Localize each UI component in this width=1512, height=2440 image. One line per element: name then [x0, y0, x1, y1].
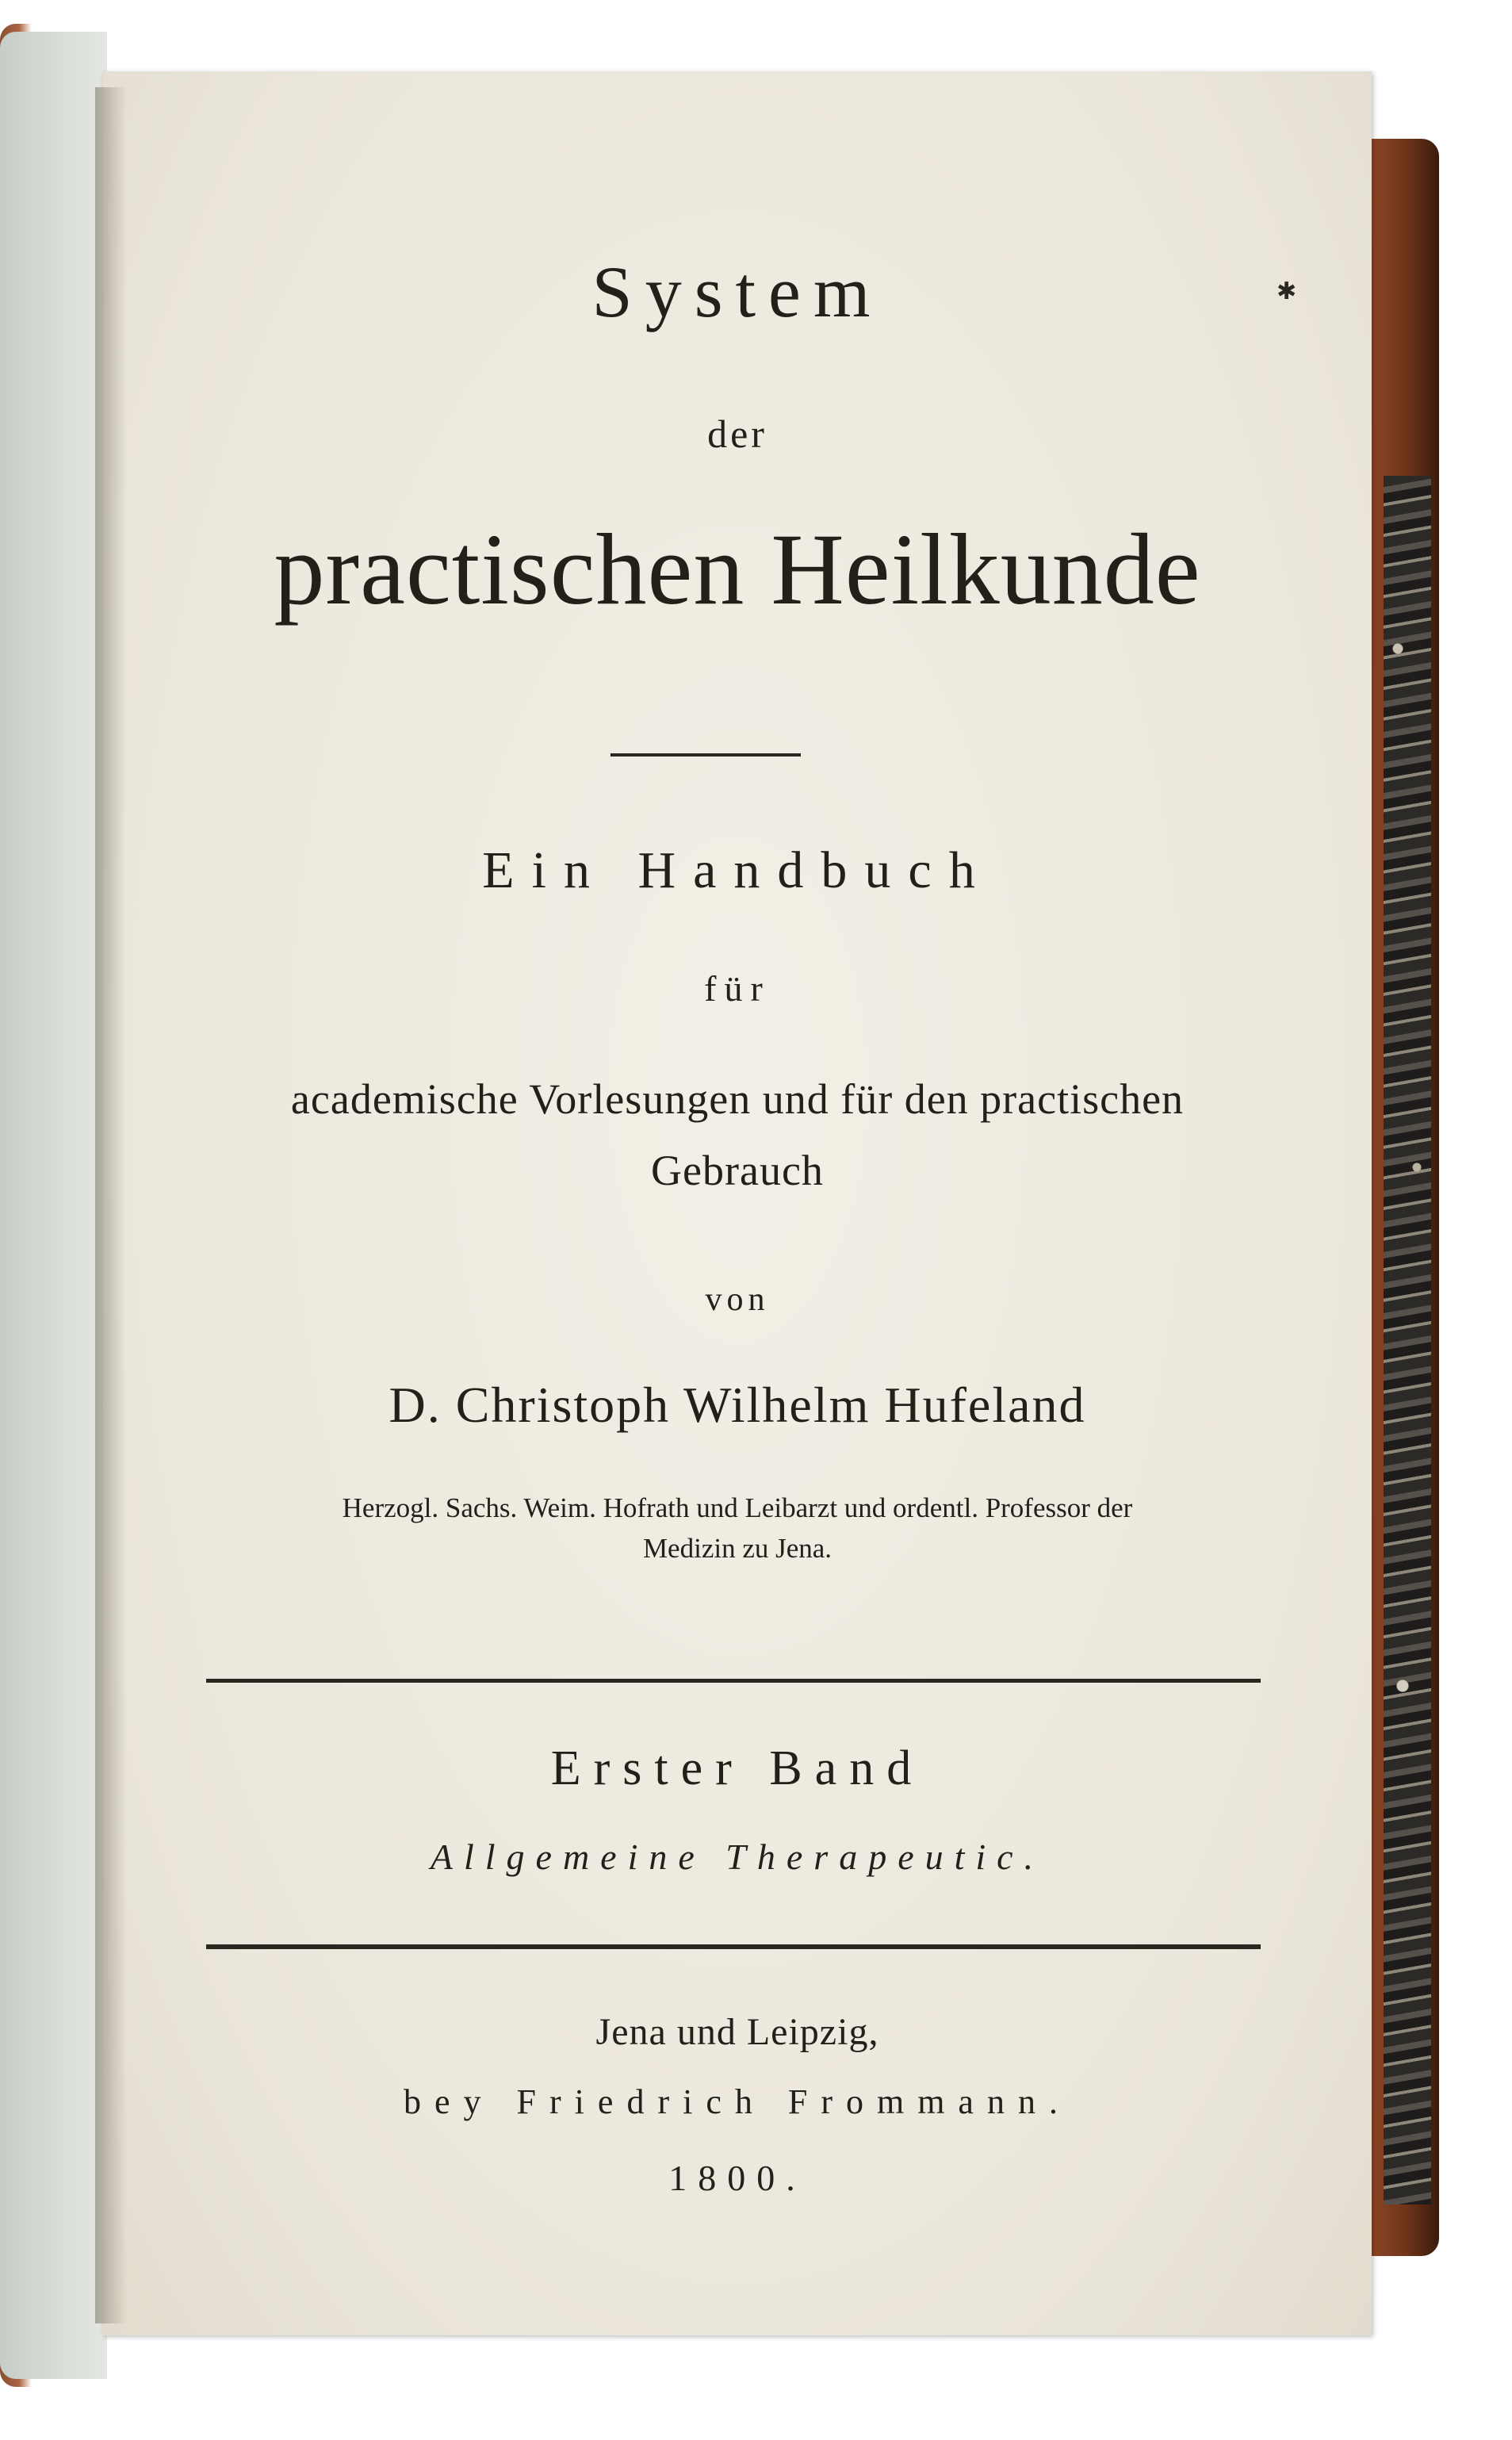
- title-system: System: [591, 251, 883, 332]
- endpaper-left-page: [0, 32, 107, 2379]
- subtitle-handbuch: Ein Handbuch: [482, 841, 993, 899]
- author-name: D. Christoph Wilhelm Hufeland: [389, 1377, 1086, 1433]
- ink-mark: ✱: [1277, 278, 1297, 305]
- title-page: [103, 71, 1372, 2335]
- subtitle-fuer: für: [704, 968, 771, 1009]
- imprint-publisher: bey Friedrich Frommann.: [404, 2082, 1071, 2121]
- imprint-year: 1800.: [668, 2158, 806, 2198]
- double-rule-lower: [206, 1944, 1261, 1949]
- short-rule: [611, 753, 801, 757]
- title-der: der: [707, 412, 767, 456]
- author-title-line2: Medizin zu Jena.: [642, 1533, 833, 1564]
- volume-subtitle: Allgemeine Therapeutic.: [430, 1837, 1045, 1877]
- author-title-line1: Herzogl. Sachs. Weim. Hofrath und Leibarzt und ordentl. Professor der: [342, 1492, 1133, 1523]
- page-gutter-shadow: [95, 87, 127, 2323]
- double-rule-upper: [206, 1679, 1261, 1683]
- subtitle-gebrauch: Gebrauch: [651, 1147, 824, 1194]
- title-heilkunde: practischen Heilkunde: [274, 513, 1201, 626]
- imprint-place: Jena und Leipzig,: [595, 2011, 879, 2053]
- by-von: von: [705, 1281, 770, 1318]
- marbled-board: [1384, 476, 1431, 2204]
- volume-title: Erster Band: [550, 1741, 924, 1795]
- subtitle-vorlesungen: academische Vorlesungen und für den practischen: [290, 1075, 1185, 1123]
